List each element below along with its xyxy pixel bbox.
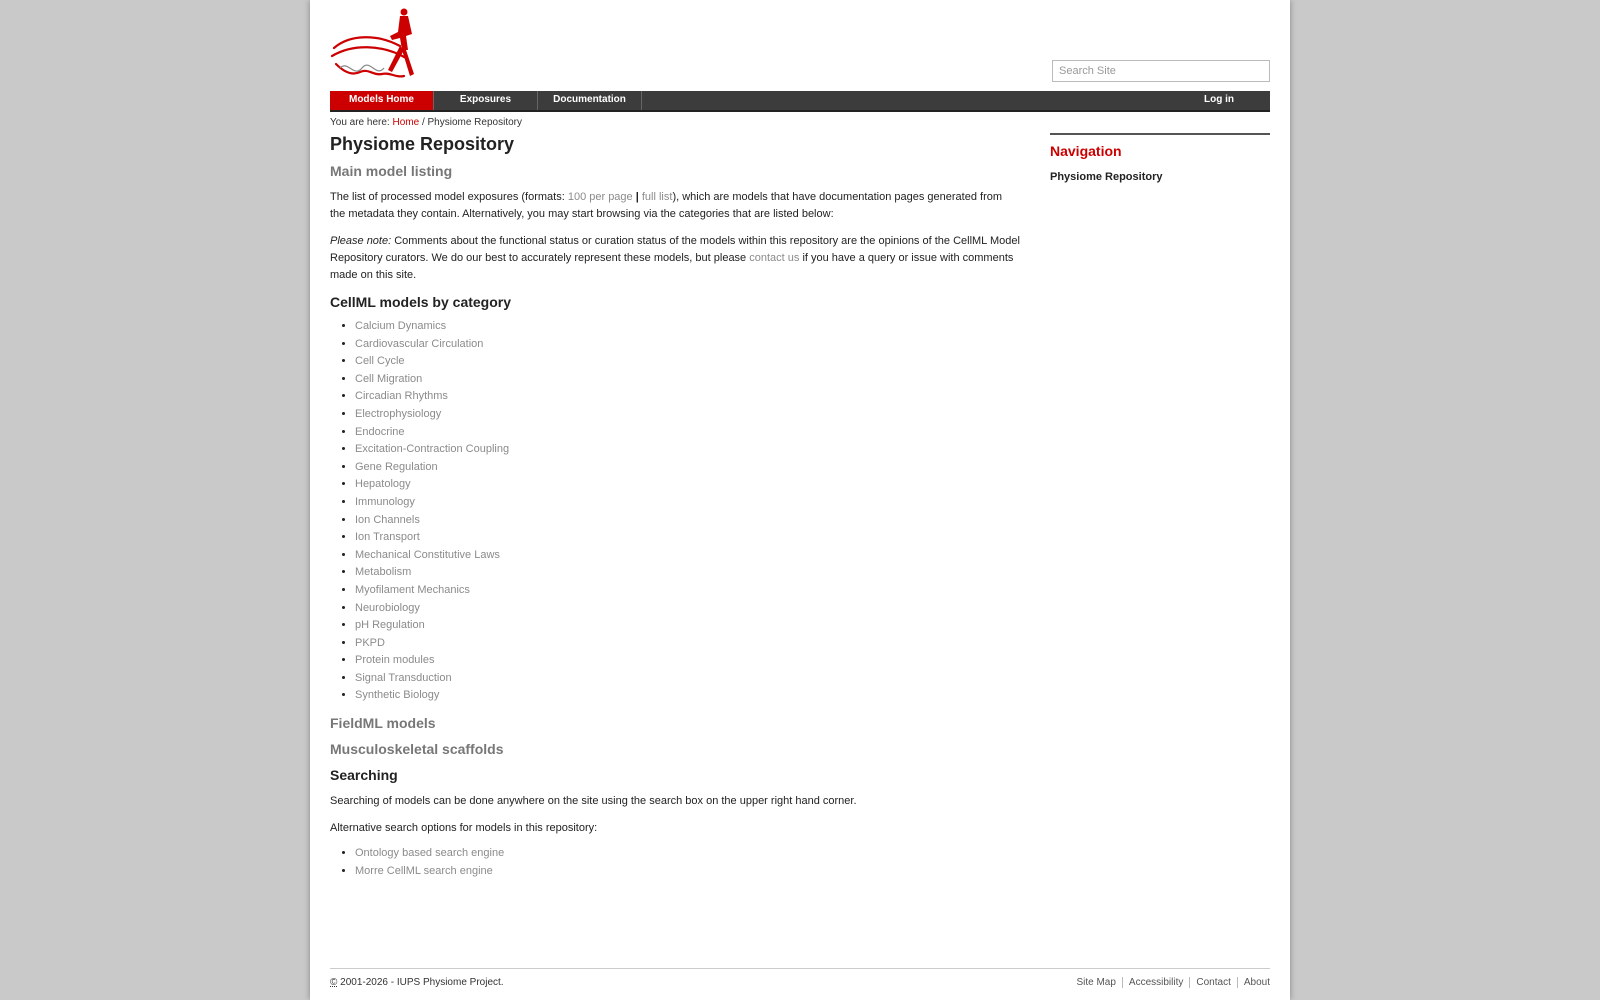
tab-exposures[interactable]: Exposures	[434, 91, 538, 110]
note-label: Please note:	[330, 235, 392, 247]
category-link[interactable]: • Metabolism	[355, 564, 1020, 582]
format-full-link[interactable]: full list	[641, 191, 673, 203]
category-list	[330, 318, 1020, 705]
search-engine-link[interactable]: • Ontology based search engine	[355, 845, 1020, 863]
note-paragraph	[330, 233, 1020, 284]
intro-paragraph	[330, 189, 1020, 223]
login-link[interactable]: Log in	[1204, 94, 1234, 105]
copyright-symbol: ©	[330, 977, 338, 988]
category-link[interactable]: • Mechanical Constitutive Laws	[355, 547, 1020, 565]
intro-text-after: ), which are models that have documentation pages generated from the metadata they contain. Alternatively, you may start browsing via the categories that are listed below:	[330, 191, 1003, 220]
page	[310, 0, 1290, 1000]
fieldml-models-heading[interactable]: FieldML models	[330, 715, 436, 732]
tab-documentation[interactable]: Documentation	[538, 91, 642, 110]
category-link[interactable]: • pH Regulation	[355, 617, 1020, 635]
breadcrumb-separator: /	[421, 117, 425, 128]
sidebar	[1050, 133, 1270, 183]
searching-heading: Searching	[330, 767, 398, 784]
breadcrumb	[330, 117, 522, 128]
category-link[interactable]: • Cell Cycle	[355, 353, 1020, 371]
category-link[interactable]: • Signal Transduction	[355, 670, 1020, 688]
category-link[interactable]: • Excitation-Contraction Coupling	[355, 441, 1020, 459]
main-navbar	[330, 91, 1270, 112]
category-link[interactable]: • Synthetic Biology	[355, 687, 1020, 705]
format-100-link[interactable]: 100 per page	[567, 191, 633, 203]
searching-paragraph: Searching of models can be done anywhere on the site using the search box on the upper right hand corner.	[330, 795, 857, 808]
footer	[330, 968, 1270, 988]
category-link[interactable]: • Gene Regulation	[355, 459, 1020, 477]
physiome-logo-icon[interactable]	[330, 6, 420, 82]
categories-heading: CellML models by category	[330, 294, 512, 310]
breadcrumb-prefix: You are here:	[330, 117, 390, 128]
footer-link-about[interactable]: About	[1237, 977, 1270, 988]
category-link[interactable]: • Electrophysiology	[355, 406, 1020, 424]
category-link[interactable]: • Myofilament Mechanics	[355, 582, 1020, 600]
category-link[interactable]: • Hepatology	[355, 476, 1020, 494]
footer-link-contact[interactable]: Contact	[1189, 977, 1236, 988]
main-listing-heading[interactable]: Main model listing	[330, 163, 453, 179]
footer-link-site-map[interactable]: Site Map	[1076, 977, 1116, 988]
category-link[interactable]: • Immunology	[355, 494, 1020, 512]
copyright-text: 2001-2026 - IUPS Physiome Project.	[337, 977, 504, 988]
category-link[interactable]: • Neurobiology	[355, 600, 1020, 618]
search-input[interactable]	[1052, 60, 1270, 82]
search-engine-list	[330, 845, 1020, 880]
sidebar-heading: Navigation	[1050, 143, 1122, 159]
main-content	[330, 132, 1020, 880]
note-text-after: if you have a query or issue with comments made on this site.	[330, 252, 1014, 281]
search-engine-link[interactable]: • Morre CellML search engine	[355, 863, 1020, 881]
sidebar-item-physiome-repository[interactable]: Physiome Repository	[1050, 171, 1163, 183]
intro-text-before: The list of processed model exposures (formats:	[330, 191, 568, 203]
page-title: Physiome Repository	[330, 134, 515, 154]
category-link[interactable]: • Cardiovascular Circulation	[355, 336, 1020, 354]
format-separator: |	[635, 191, 639, 203]
category-link[interactable]: • PKPD	[355, 635, 1020, 653]
note-text-before: Comments about the functional status or curation status of the models within this repository are the opinions of the CellML Model Repository curators. We do our best to accurately represent these models, but please	[330, 235, 1020, 264]
breadcrumb-current: Physiome Repository	[427, 117, 522, 128]
category-link[interactable]: • Endocrine	[355, 424, 1020, 442]
category-link[interactable]: • Protein modules	[355, 652, 1020, 670]
category-link[interactable]: • Calcium Dynamics	[355, 318, 1020, 336]
breadcrumb-home-link[interactable]: Home	[392, 117, 420, 128]
category-link[interactable]: • Ion Channels	[355, 512, 1020, 530]
tab-models-home[interactable]: Models Home	[330, 91, 434, 110]
category-link[interactable]: • Cell Migration	[355, 371, 1020, 389]
footer-links	[1070, 977, 1270, 988]
musculoskeletal-heading[interactable]: Musculoskeletal scaffolds	[330, 741, 504, 758]
contact-us-link[interactable]: contact us	[749, 252, 800, 264]
category-link[interactable]: • Ion Transport	[355, 529, 1020, 547]
footer-link-accessibility[interactable]: Accessibility	[1122, 977, 1189, 988]
alt-search-paragraph: Alternative search options for models in this repository:	[330, 822, 598, 835]
category-link[interactable]: • Circadian Rhythms	[355, 388, 1020, 406]
